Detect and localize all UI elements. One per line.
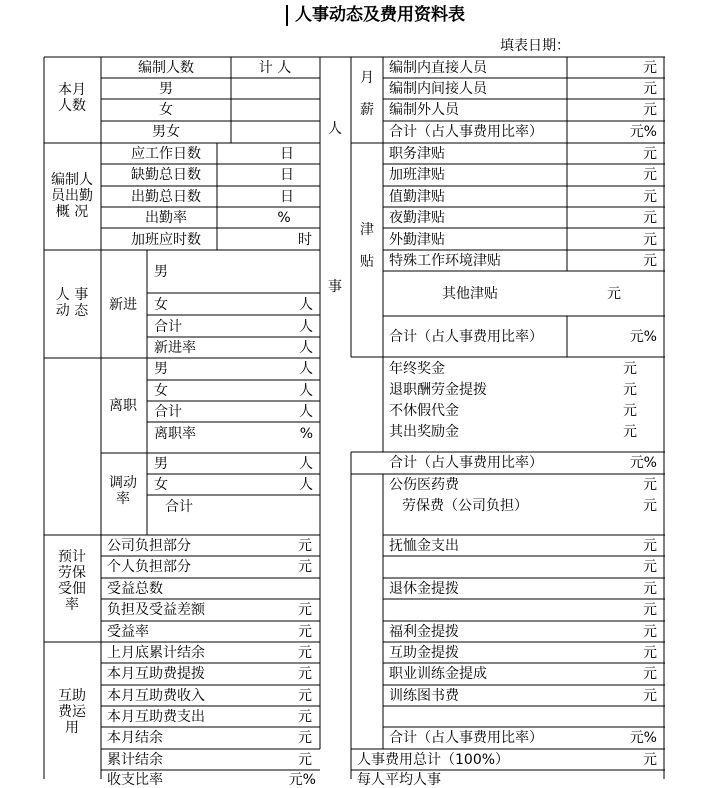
row-label: 合计 [165,499,193,515]
row-unit: 人 [299,319,313,335]
row-label: 上月底累计结余 [107,645,205,661]
row-label: 负担及受益差额 [107,602,205,618]
row-label: 本月结余 [107,730,163,746]
row-unit: 元 [643,581,657,597]
row-unit: 元 [643,559,657,575]
row-label: 新进率 [154,340,196,356]
row-unit: 元 [643,81,657,97]
group-label-personnel: 人 事 动 态 [55,287,89,319]
row-label: 男 [159,81,173,97]
row-label: 男女 [152,124,180,140]
row-unit: 元 [643,60,657,76]
row-unit: 时 [298,232,312,248]
row-label: 男 [154,361,168,377]
row-label: 应工作日数 [131,146,201,162]
sub-label-new-hires: 新进 [109,297,137,313]
row-label: 合计 [154,319,182,335]
row-unit: 元 [623,361,637,377]
row-label: 劳保费（公司负担） [402,498,528,514]
row-unit: 元 [298,709,312,725]
row-label: 受益总数 [107,581,163,597]
row-label: 合计（占人事费用比率） [389,124,543,140]
row-unit: 元 [643,253,657,269]
row-unit: 日 [280,189,294,205]
row-unit: 元 [298,752,312,768]
row-unit: 元 [643,477,657,493]
row-label: 收支比率 [107,772,163,788]
row-label: 离职率 [154,426,196,442]
row-unit: 元% [629,329,657,345]
row-label: 个人负担部分 [107,559,191,575]
row-unit: 元 [643,189,657,205]
row-label: 合计（占人事费用比率） [389,455,543,471]
row-unit: 元 [643,498,657,514]
row-unit: 元 [643,645,657,661]
row-label: 公伤医药费 [389,477,459,493]
row-label: 福利金提拨 [389,624,459,640]
row-unit: 元 [298,666,312,682]
row-label: 女 [154,477,168,493]
row-unit: 元 [623,403,637,419]
row-label: 职业训练金提成 [389,666,487,682]
row-label: 累计结余 [107,752,163,768]
row-label: 夜勤津贴 [389,210,445,226]
group-label-mutual-aid: 互助 费运 用 [58,688,86,736]
row-label: 值勤津贴 [389,189,445,205]
row-unit: 元 [643,666,657,682]
row-unit: 元 [643,688,657,704]
row-unit: 元 [298,730,312,746]
group-label-attendance: 编制人 员出勤 概 况 [51,172,93,220]
row-unit: % [277,210,291,226]
middle-label-top: 人 [328,121,342,137]
row-unit: 人 [299,383,313,399]
row-unit: 元 [298,645,312,661]
row-label: 编制内间接人员 [389,81,487,97]
middle-label-bottom: 事 [328,279,342,295]
row-label: 合计（占人事费用比率） [389,730,543,746]
row-label: 男 [154,456,168,472]
row-unit: 人 [299,361,313,377]
group-label-allowance: 津 贴 [360,222,374,270]
row-label: 不休假代金 [389,403,459,419]
row-label: 编制外人员 [389,102,459,118]
row-unit: 人 [299,340,313,356]
row-label: 训练图书费 [389,688,459,704]
group-label-monthly-headcount: 本月 人数 [58,82,86,114]
group-label-monthly-salary: 月 薪 [360,70,374,118]
row-unit: 元 [298,559,312,575]
row-label: 退职酬劳金提拨 [389,382,487,398]
row-unit: % [299,426,313,442]
row-unit: 元 [643,602,657,618]
row-unit: 元% [629,730,657,746]
row-unit: 元 [643,752,657,768]
row-label: 其他津贴 [442,286,498,302]
row-unit: 元% [629,124,657,140]
row-label: 合计（占人事费用比率） [389,329,543,345]
row-unit: 元 [643,538,657,554]
sub-label-transfers: 调动 率 [109,475,137,507]
row-unit: 元 [298,624,312,640]
row-label: 每人平均人事 [357,772,441,788]
row-label: 年终奖金 [389,361,445,377]
group-label-insurance: 预计 劳保 受佃 率 [58,549,86,613]
row-unit: 人 [299,477,313,493]
row-label: 出勤率 [145,210,187,226]
row-unit: 元% [629,455,657,471]
row-unit: 元 [643,210,657,226]
sub-label-resignations: 离职 [109,398,137,414]
row-label: 本月互助费支出 [107,709,205,725]
row-unit: 元 [623,424,637,440]
row-label: 公司负担部分 [107,538,191,554]
row-label: 本月互助费收入 [107,688,205,704]
row-unit: 日 [280,167,294,183]
row-label: 加班津贴 [389,167,445,183]
row-unit: 元 [298,538,312,554]
row-unit: 元% [288,772,316,788]
row-unit: 人 [299,456,313,472]
row-unit: 元 [643,167,657,183]
row-label: 加班应时数 [131,232,201,248]
row-unit: 元 [298,602,312,618]
row-label: 编制人数 [138,60,194,76]
row-label: 编制内直接人员 [389,60,487,76]
row-unit: 元 [643,146,657,162]
row-label: 本月互助费提拨 [107,666,205,682]
row-label: 合计 [154,404,182,420]
row-label: 外勤津贴 [389,232,445,248]
row-label: 互助金提拨 [389,645,459,661]
row-label: 缺勤总日数 [131,167,201,183]
row-unit: 元 [607,286,621,302]
row-label: 女 [159,102,173,118]
row-label: 男 [154,264,168,280]
row-unit: 元 [643,232,657,248]
row-unit: 元 [298,688,312,704]
row-label: 特殊工作环境津贴 [389,253,501,269]
row-label: 职务津贴 [389,146,445,162]
row-unit: 元 [643,102,657,118]
row-label: 出勤总日数 [131,189,201,205]
row-unit: 人 [299,404,313,420]
row-label: 女 [154,383,168,399]
row-label: 受益率 [107,624,149,640]
row-unit: 人 [299,297,313,313]
row-label: 退休金提拨 [389,581,459,597]
row-unit: 元 [623,382,637,398]
unit-count: 计 人 [258,60,292,76]
row-label: 抚恤金支出 [389,538,459,554]
row-label: 人事费用总计（100%） [357,752,510,768]
row-unit: 日 [280,146,294,162]
row-label: 女 [154,297,168,313]
row-unit: 元 [643,624,657,640]
row-label: 其出奖励金 [389,424,459,440]
fill-date-label: 填表日期： [500,38,570,54]
form-title: 人事动态及费用资料表 [295,5,465,25]
